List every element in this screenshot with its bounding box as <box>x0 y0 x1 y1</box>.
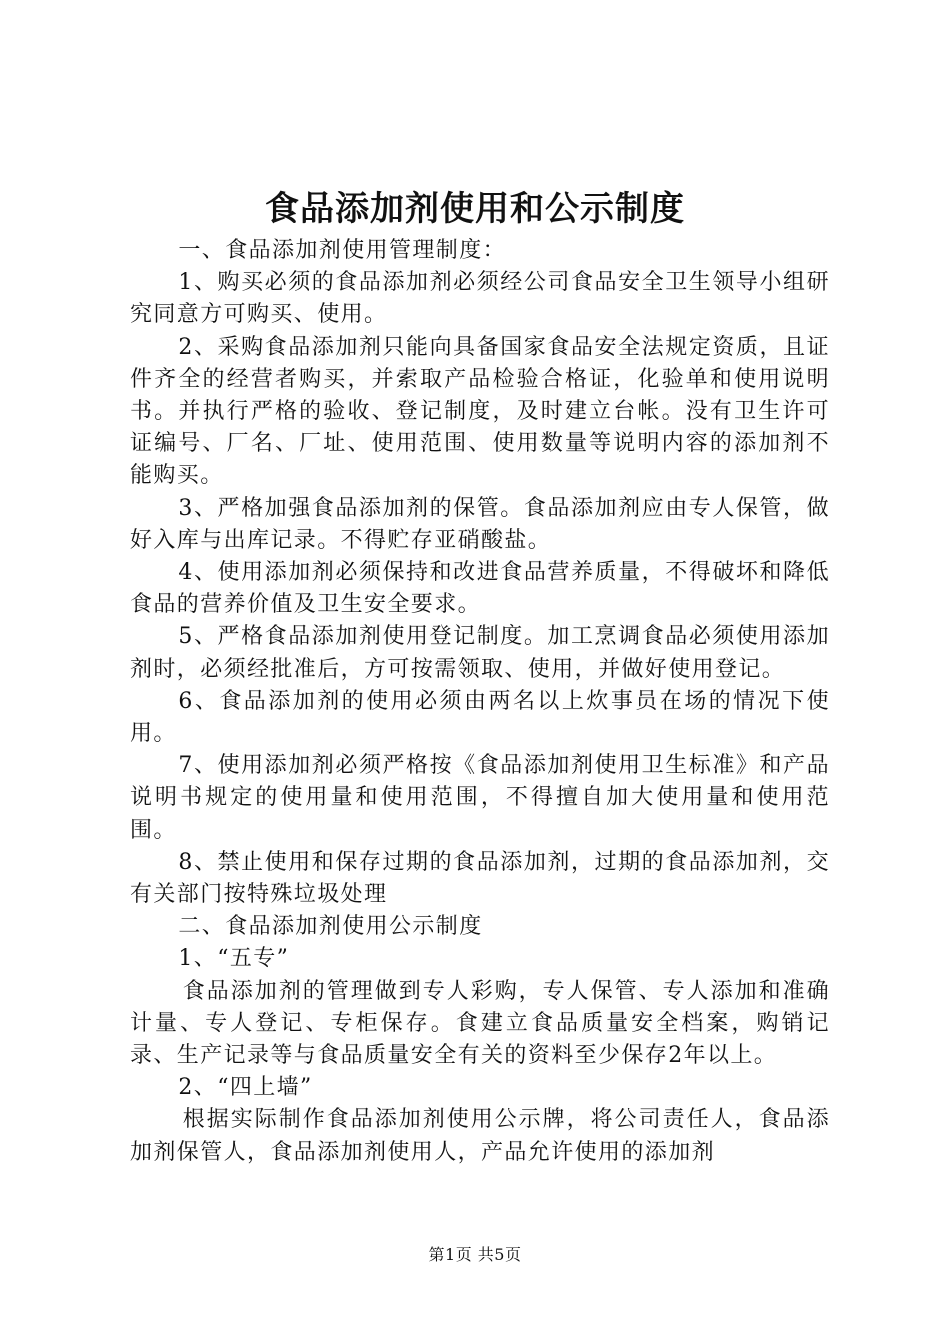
paragraph: 8、禁止使用和保存过期的食品添加剂，过期的食品添加剂，交有关部门按特殊垃圾处理 <box>130 849 830 908</box>
paragraph: 6、食品添加剂的使用必须由两名以上炊事员在场的情况下使用。 <box>130 688 830 747</box>
document-body <box>130 235 830 1169</box>
paragraph: 2、采购食品添加剂只能向具备国家食品安全法规定资质，且证件齐全的经营者购买，并索取产品检验合格证，化验单和使用说明书。并执行严格的验收、登记制度，及时建立台帐。没有卫生许可证编号、厂名、厂址、使用范围、使用数量等说明内容的添加剂不能购买。 <box>130 334 830 489</box>
document-title: 食品添加剂使用和公示制度 <box>265 189 685 229</box>
paragraph: 1、购买必须的食品添加剂必须经公司食品安全卫生领导小组研究同意方可购买、使用。 <box>130 270 830 328</box>
subsection-heading: 2、“四上墙” <box>178 1075 313 1101</box>
section-heading: 一、食品添加剂使用管理制度： <box>178 238 506 263</box>
subsection-heading: 1、“五专” <box>178 946 290 972</box>
paragraph: 3、严格加强食品添加剂的保管。食品添加剂应由专人保管，做好入库与出库记录。不得贮存亚硝酸盐。 <box>130 495 830 553</box>
paragraph: 根据实际制作食品添加剂使用公示牌，将公司责任人，食品添加剂保管人，食品添加剂使用人，产品允许使用的添加剂 <box>130 1107 830 1165</box>
page-footer: 第1页 共5页 <box>428 1245 522 1264</box>
paragraph: 5、严格食品添加剂使用登记制度。加工烹调食品必须使用添加剂时，必须经批准后，方可按需领取、使用，并做好使用登记。 <box>130 624 830 682</box>
section-heading: 二、食品添加剂使用公示制度 <box>178 914 483 940</box>
paragraph: 7、使用添加剂必须严格按《食品添加剂使用卫生标准》和产品说明书规定的使用量和使用范围，不得擅自加大使用量和使用范围。 <box>130 753 830 843</box>
paragraph: 食品添加剂的管理做到专人彩购，专人保管、专人添加和准确计量、专人登记、专柜保存。食建立食品质量安全档案，购销记录、生产记录等与食品质量安全有关的资料至少保存2年以上。 <box>130 978 830 1069</box>
paragraph: 4、使用添加剂必须保持和改进食品营养质量，不得破坏和降低食品的营养价值及卫生安全要求。 <box>130 560 830 618</box>
